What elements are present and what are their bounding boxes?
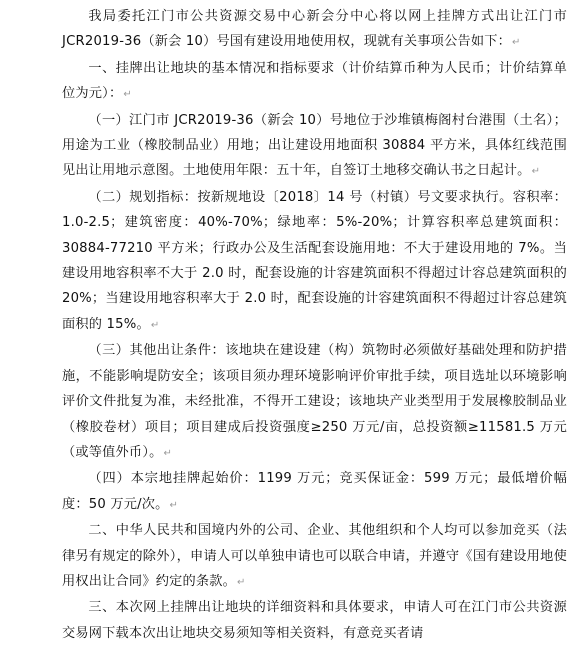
document-body xyxy=(62,4,567,646)
paragraph-mark-icon: ↵ xyxy=(531,166,541,178)
paragraph-mark-icon: ↵ xyxy=(163,447,173,459)
paragraph-text: （三）其他出让条件：该地块在建设建（构）筑物时必须做好基础处理和防护措施，不能影响堤防安全；该项目须办理环境影响评价审批手续，项目选址以环境影响评价文件批复为准，未经批准，不得开工建设；该地块产业类型用于发展橡胶制品业（橡胶卷材）项目；项目建成后投资强度≥250 万元/亩，总投资额≥11581.5 万元（或等值外币）。 xyxy=(62,343,567,460)
paragraph-mark-icon: ↵ xyxy=(237,576,246,588)
section-three-paragraph xyxy=(62,595,567,646)
paragraph-text: 二、中华人民共和国境内外的公司、企业、其他组织和个人均可以参加竞买（法律另有规定的除外），申请人可以单独申请也可以联合申请，并遵守《国有建设用地使用权出让合同》约定的条款。 xyxy=(62,523,567,589)
paragraph-mark-icon: ↵ xyxy=(150,319,160,331)
paragraph-text: 三、本次网上挂牌出让地块的详细资料和具体要求，申请人可在江门市公共资源交易网下载本次出让地块交易须知等相关资料，有意竞买者请 xyxy=(62,600,567,641)
item-one-paragraph xyxy=(62,108,567,185)
paragraph-text: （一）江门市 JCR2019-36（新会 10）号地位于沙堆镇梅阁村台港围（土名）；用途为工业（橡胶制品业）用地；出让建设用地面积 30884 平方米，具体红线范围见出让用地示意图。土地使用年限：五十年，自签订土地移交确认书之日起计。 xyxy=(62,112,567,179)
paragraph-text: （四）本宗地挂牌起始价：1199 万元；竞买保证金：599 万元；最低增价幅度：50 万元/次。 xyxy=(62,471,567,512)
paragraph-text: 我局委托江门市公共资源交易中心新会分中心将以网上挂牌方式出让江门市 JCR2019-36（新会 10）号国有建设用地使用权，现就有关事项公告如下： xyxy=(62,9,567,50)
item-three-paragraph xyxy=(62,338,567,466)
item-two-paragraph xyxy=(62,185,567,338)
section-one-heading xyxy=(62,56,567,108)
paragraph-mark-icon: ↵ xyxy=(512,37,521,49)
section-two-paragraph xyxy=(62,518,567,595)
paragraph-text: 一、挂牌出让地块的基本情况和指标要求（计价结算币种为人民币；计价结算单位为元）： xyxy=(62,60,567,102)
paragraph-text: （二）规划指标：按新规地设〔2018〕14 号（村镇）号文要求执行。容积率：1.0-2.5；建筑密度：40%-70%；绿地率：5%-20%；计算容积率总建筑面积：30884-77210 平方米；行政办公及生活配套设施用地：不大于建设用地的 7%。当建设用地容积率不大于 2.0 时，配套设施的计容建筑面积不得超过计容总建筑面积的 20%；当建设用地容积率大于 2.0 时，配套设施的计容建筑面积不得超过计容总建筑面积的 15%。 xyxy=(62,189,567,332)
intro-paragraph xyxy=(62,4,567,56)
item-four-paragraph xyxy=(62,466,567,518)
paragraph-mark-icon: ↵ xyxy=(169,499,179,511)
paragraph-mark-icon: ↵ xyxy=(123,89,132,101)
